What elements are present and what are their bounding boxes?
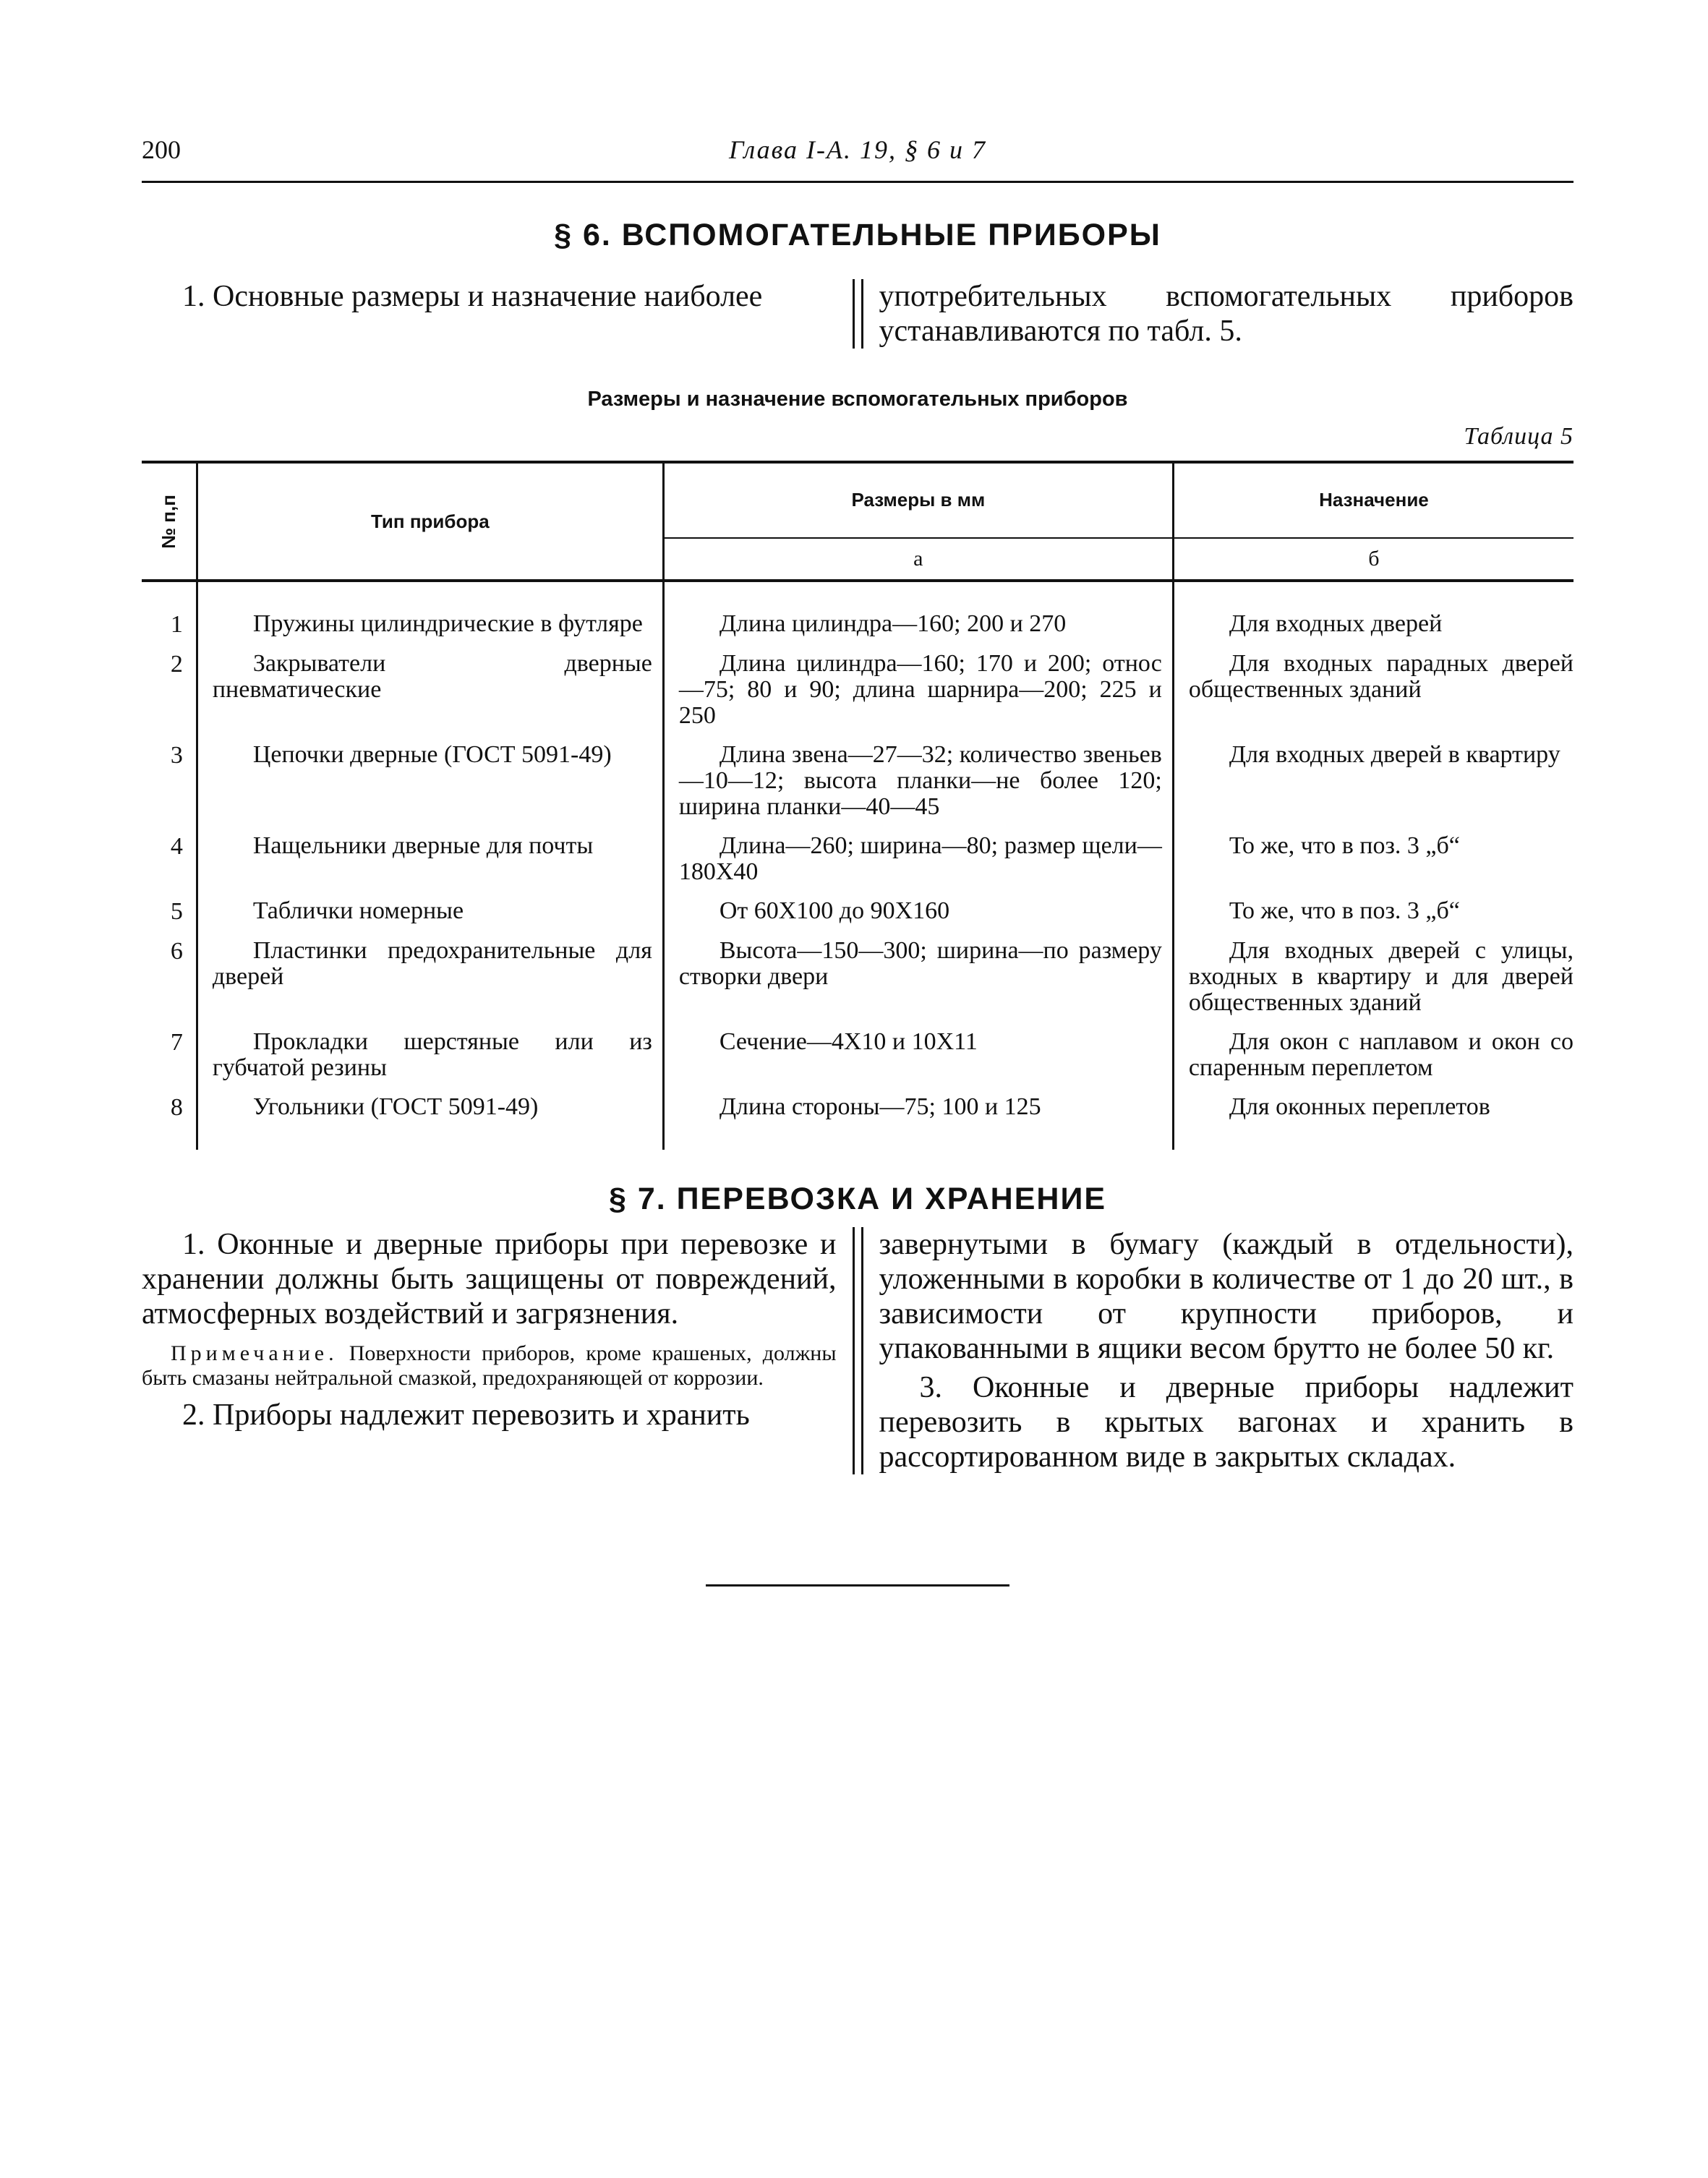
devices-table [142, 461, 1574, 1150]
row-type [197, 611, 663, 651]
row-purpose [1173, 611, 1574, 651]
row-type-text: Пластинки предохранительные для дверей [212, 937, 652, 990]
row-purpose-text: То же, что в поз. 3 „б“ [1229, 897, 1460, 924]
row-num: 6 [142, 938, 197, 1029]
column-divider [853, 1227, 863, 1474]
row-purpose-text: Для входных дверей в квартиру [1229, 741, 1560, 768]
row-type [197, 1029, 663, 1094]
row-purpose-text: Для входных парадных дверей общественных зданий [1188, 650, 1574, 703]
row-purpose [1173, 938, 1574, 1029]
row-size [663, 938, 1173, 1029]
paragraph-1: 1. Оконные и дверные приборы при перевозке и хранении должны быть защищены от повреждений, атмосферных воздействий и загрязнения. [142, 1228, 837, 1331]
header-num [142, 462, 197, 581]
table-row [142, 1094, 1574, 1150]
row-size [663, 742, 1173, 833]
note [142, 1341, 837, 1391]
row-type-text: Пружины цилиндрические в футляре [252, 610, 643, 637]
row-type [197, 1094, 663, 1150]
row-size-text: Высота—150—300; ширина—по размеру створки двери [678, 937, 1162, 990]
paragraph-2-continued: завернутыми в бумагу (каждый в отдельности), уложенными в коробки в количестве от 1 до 20 шт., в зависимости от крупности приборов, и упакованными в ящики весом брутто не более 50 кг. [879, 1228, 1574, 1365]
row-num: 5 [142, 898, 197, 938]
paragraph-2: 2. Приборы надлежит перевозить и хранить [182, 1398, 750, 1432]
row-purpose [1173, 742, 1574, 833]
header-purpose: Назначение [1173, 462, 1574, 538]
table-label: Таблица 5 [1464, 423, 1574, 450]
header-type: Тип прибора [197, 462, 663, 581]
intro-right-column [863, 279, 1574, 349]
row-type-text: Угольники (ГОСТ 5091-49) [252, 1093, 539, 1120]
row-size-text: Длина звена—27—32; количество звеньев—10—12; высота планки—не более 120; ширина планки—40—45 [678, 741, 1162, 820]
note-label: Примечание. [171, 1341, 338, 1365]
row-type [197, 938, 663, 1029]
header-num-label: № п,п [157, 494, 179, 549]
row-purpose-text: Для оконных переплетов [1229, 1093, 1490, 1120]
row-type [197, 898, 663, 938]
header-end-rule [142, 581, 1574, 611]
row-type [197, 742, 663, 833]
row-num: 3 [142, 742, 197, 833]
table-row [142, 833, 1574, 898]
section-6-intro [142, 279, 1574, 349]
row-num: 1 [142, 611, 197, 651]
row-purpose [1173, 833, 1574, 898]
row-size [663, 611, 1173, 651]
table-row [142, 898, 1574, 938]
intro-text-left: 1. Основные размеры и назначение наиболее [182, 280, 763, 313]
row-purpose-text: То же, что в поз. 3 „б“ [1229, 832, 1460, 859]
running-head [142, 134, 1574, 178]
row-num: 7 [142, 1029, 197, 1094]
column-divider [853, 279, 863, 349]
end-rule [706, 1584, 1009, 1586]
row-num: 2 [142, 651, 197, 742]
table-row [142, 651, 1574, 742]
row-size-text: Длина стороны—75; 100 и 125 [719, 1093, 1041, 1120]
row-type [197, 651, 663, 742]
row-size [663, 1094, 1173, 1150]
section-7-title: § 7. ПЕРЕВОЗКА И ХРАНЕНИЕ [608, 1182, 1107, 1216]
row-size-text: От 60X100 до 90X160 [719, 897, 950, 924]
row-purpose-text: Для окон с наплавом и окон со спаренным переплетом [1188, 1028, 1574, 1081]
header-purpose-sub: б [1368, 546, 1380, 571]
row-num: 8 [142, 1094, 197, 1150]
row-size [663, 651, 1173, 742]
row-size [663, 1029, 1173, 1094]
header-rule [142, 181, 1574, 183]
row-size-text: Длина—260; ширина—80; размер щели—180X40 [678, 832, 1162, 885]
table-row [142, 611, 1574, 651]
row-type-text: Цепочки дверные (ГОСТ 5091-49) [252, 741, 612, 768]
row-size-text: Длина цилиндра—160; 170 и 200; относ—75; 80 и 90; длина шарнира—200; 225 и 250 [678, 650, 1162, 729]
section-7-right-column [863, 1227, 1574, 1474]
row-purpose [1173, 1094, 1574, 1150]
row-purpose [1173, 1029, 1574, 1094]
row-size [663, 898, 1173, 938]
section-7-left-column [142, 1227, 853, 1474]
row-purpose [1173, 651, 1574, 742]
row-purpose-text: Для входных дверей [1229, 610, 1443, 637]
table-row [142, 742, 1574, 833]
row-size [663, 833, 1173, 898]
paragraph-3: 3. Оконные и дверные приборы надлежит перевозить в крытых вагонах и хранить в рассортированном виде в закрытых складах. [879, 1371, 1574, 1474]
section-6-title: § 6. ВСПОМОГАТЕЛЬНЫЕ ПРИБОРЫ [554, 218, 1161, 252]
note-text: Поверхности приборов, кроме крашеных, должны быть смазаны нейтральной смазкой, предохраняющей от коррозии. [142, 1341, 837, 1390]
row-type-text: Таблички номерные [252, 897, 464, 924]
table-caption: Размеры и назначение вспомогательных приборов [587, 388, 1128, 411]
header-size: Размеры в мм [663, 462, 1173, 538]
row-purpose-text: Для входных дверей с улицы, входных в квартиру и для дверей общественных зданий [1188, 937, 1574, 1016]
header-size-sub: а [663, 538, 1173, 581]
row-size-text: Длина цилиндра—160; 200 и 270 [719, 610, 1067, 637]
intro-left-column [142, 279, 853, 349]
chapter-reference: Глава I-А. 19, § 6 и 7 [728, 135, 987, 164]
table-row [142, 938, 1574, 1029]
row-size-text: Сечение—4X10 и 10X11 [719, 1028, 978, 1055]
row-type [197, 833, 663, 898]
page-number: 200 [142, 135, 181, 164]
row-type-text: Закрыватели дверные пневматические [212, 650, 652, 703]
row-num: 4 [142, 833, 197, 898]
section-7-body [142, 1227, 1574, 1474]
row-purpose [1173, 898, 1574, 938]
intro-text-right: употребительных вспомогательных приборов устанавливаются по табл. 5. [879, 280, 1574, 348]
row-type-text: Прокладки шерстяные или из губчатой резины [212, 1028, 652, 1081]
document-page [142, 134, 1574, 1586]
table-row [142, 1029, 1574, 1094]
row-type-text: Нащельники дверные для почты [252, 832, 594, 859]
